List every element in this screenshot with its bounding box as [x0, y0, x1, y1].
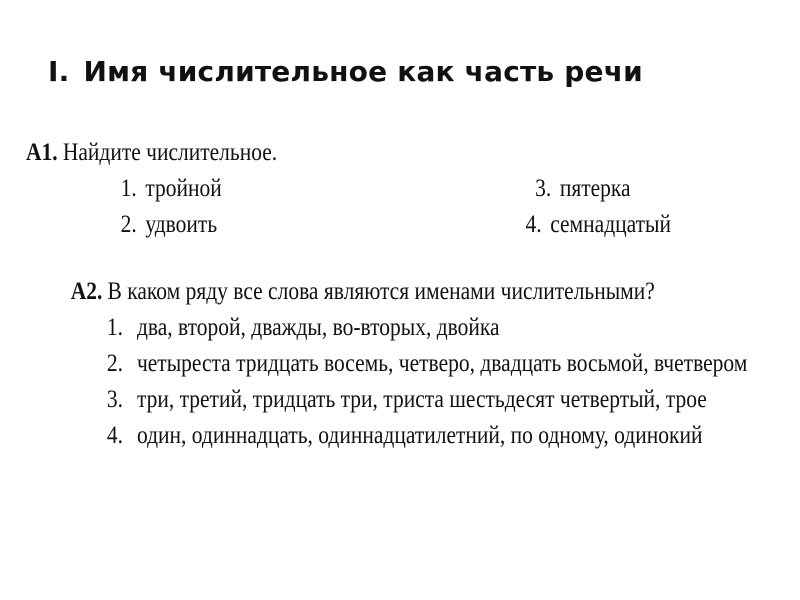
option-text: один, одиннадцать, одиннадцатилетний, по одному, одинокий	[136, 422, 703, 449]
section-title-text: Имя числительное как часть речи	[83, 55, 643, 88]
option-text: два, второй, дважды, во-вторых, двойка	[136, 314, 500, 341]
option-number: 3.	[535, 175, 552, 202]
option-text: семнадцатый	[550, 211, 671, 238]
option-text: тройной	[145, 175, 222, 202]
option-number: 2.	[120, 211, 137, 238]
option-number: 4.	[525, 211, 542, 238]
option-number: 1.	[120, 175, 137, 202]
option-text: пятерка	[559, 175, 631, 202]
question-label: А1.	[26, 139, 58, 166]
option-text: четыреста тридцать восемь, четверо, двадцать восьмой, вчетвером	[136, 350, 748, 377]
option-number: 4.	[106, 422, 123, 449]
option-2	[26, 207, 525, 243]
option-number: 1.	[106, 314, 123, 341]
question-a2	[26, 274, 783, 454]
option-3	[535, 171, 630, 207]
options-row-1	[26, 171, 671, 207]
option-number: 2.	[106, 350, 123, 377]
options-row-2	[26, 207, 671, 243]
question-a1	[26, 135, 671, 243]
option-number: 3.	[106, 386, 123, 413]
option-1	[26, 171, 535, 207]
option-text: удвоить	[145, 211, 218, 238]
option-2	[26, 346, 783, 382]
option-4	[26, 418, 783, 454]
option-4	[525, 207, 671, 243]
page-title	[48, 50, 643, 94]
question-stem: В каком ряду все слова являются именами числительными?	[107, 278, 655, 305]
question-label: А2.	[70, 278, 103, 305]
question-a2-stem-line	[71, 274, 783, 310]
option-3	[26, 382, 783, 418]
question-stem: Найдите числительное.	[62, 139, 278, 166]
option-1	[26, 310, 783, 346]
section-number: I.	[48, 55, 70, 88]
question-a1-stem-line	[26, 135, 671, 171]
option-text: три, третий, тридцать три, триста шестьдесят четвертый, трое	[136, 386, 707, 413]
